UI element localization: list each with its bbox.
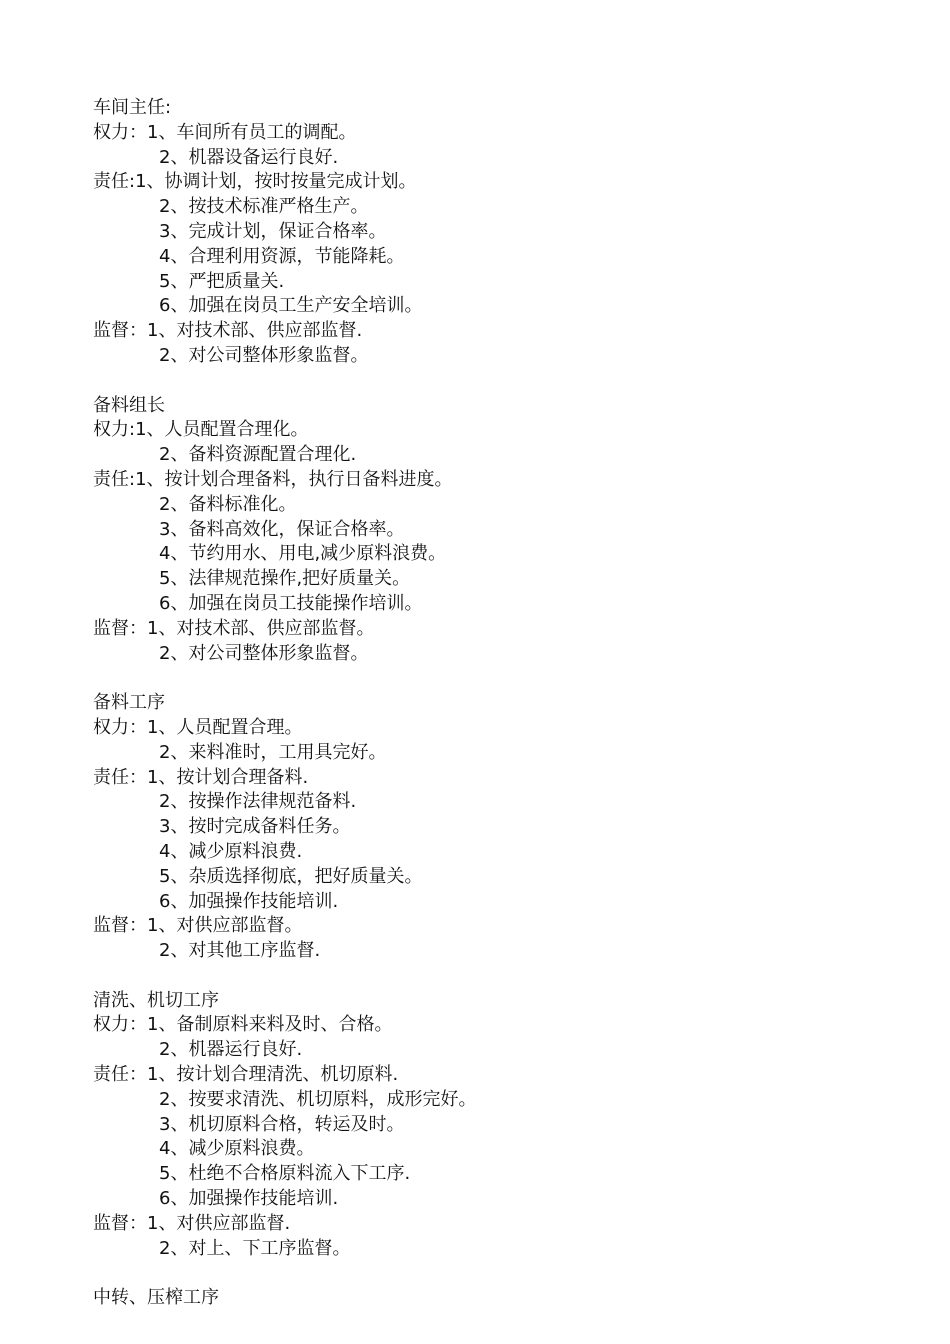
duty-line: 权力：1、备制原料来料及时、合格。: [93, 1014, 393, 1036]
duty-line: 责任：1、按计划合理清洗、机切原料.: [93, 1064, 399, 1086]
duty-line: 监督：1、对技术部、供应部监督。: [93, 617, 375, 639]
duty-line: 5、严把质量关.: [159, 270, 285, 292]
duty-line: 4、减少原料浪费。: [159, 1138, 315, 1160]
duty-line: 2、按要求清洗、机切原料，成形完好。: [159, 1088, 477, 1110]
role-section: [93, 989, 913, 1262]
section-title: 备料组长: [93, 394, 165, 416]
duty-line: 2、备料资源配置合理化.: [159, 444, 357, 466]
section-title: 备料工序: [93, 692, 165, 714]
duty-line: 5、法律规范操作,把好质量关。: [159, 568, 411, 590]
role-section: [93, 1286, 913, 1311]
duty-line: 3、机切原料合格，转运及时。: [159, 1113, 405, 1135]
section-spacer: [93, 666, 913, 691]
duty-line: 3、完成计划，保证合格率。: [159, 220, 387, 242]
duty-line: 权力：1、人员配置合理。: [93, 716, 303, 738]
section-spacer: [93, 964, 913, 989]
duty-line: 3、按时完成备料任务。: [159, 816, 351, 838]
document-body: [93, 96, 913, 1311]
duty-line: 6、加强操作技能培训.: [159, 1188, 339, 1210]
section-title: 车间主任:: [93, 97, 172, 118]
duty-line: 4、减少原料浪费.: [159, 840, 303, 862]
duty-line: 5、杂质选择彻底，把好质量关。: [159, 865, 423, 887]
role-section: [93, 394, 913, 667]
duty-line: 2、对公司整体形象监督。: [159, 642, 369, 664]
duty-line: 2、对公司整体形象监督。: [159, 344, 369, 366]
duty-line: 2、对其他工序监督.: [159, 940, 321, 962]
duty-line: 2、来料准时，工用具完好。: [159, 741, 387, 763]
section-title: 清洗、机切工序: [93, 989, 219, 1011]
duty-line: 2、按操作法律规范备料.: [159, 791, 357, 813]
duty-line: 5、杜绝不合格原料流入下工序.: [159, 1163, 411, 1185]
duty-line: 2、机器设备运行良好.: [159, 146, 339, 168]
duty-line: 权力:1、人员配置合理化。: [93, 419, 309, 441]
section-spacer: [93, 1261, 913, 1286]
duty-line: 监督：1、对供应部监督.: [93, 1212, 291, 1234]
role-section: [93, 96, 913, 369]
duty-line: 监督：1、对供应部监督。: [93, 915, 303, 937]
duty-line: 4、合理利用资源，节能降耗。: [159, 245, 405, 267]
duty-line: 3、备料高效化，保证合格率。: [159, 518, 405, 540]
duty-line: 2、机器运行良好.: [159, 1039, 303, 1061]
duty-line: 2、按技术标准严格生产。: [159, 196, 369, 218]
duty-line: 监督：1、对技术部、供应部监督.: [93, 320, 363, 342]
duty-line: 6、加强操作技能培训.: [159, 890, 339, 912]
section-title: 中转、压榨工序: [93, 1287, 219, 1309]
duty-line: 2、备料标准化。: [159, 493, 297, 515]
duty-line: 4、节约用水、用电,减少原料浪费。: [159, 543, 447, 565]
duty-line: 2、对上、下工序监督。: [159, 1237, 351, 1259]
duty-line: 责任:1、协调计划，按时按量完成计划。: [93, 171, 417, 193]
duty-line: 6、加强在岗员工技能操作培训。: [159, 592, 423, 614]
duty-line: 6、加强在岗员工生产安全培训。: [159, 295, 423, 317]
duty-line: 责任：1、按计划合理备料.: [93, 766, 309, 788]
duty-line: 责任:1、按计划合理备料，执行日备料进度。: [93, 468, 453, 490]
section-spacer: [93, 369, 913, 394]
duty-line: 权力：1、车间所有员工的调配。: [93, 121, 357, 143]
role-section: [93, 691, 913, 964]
